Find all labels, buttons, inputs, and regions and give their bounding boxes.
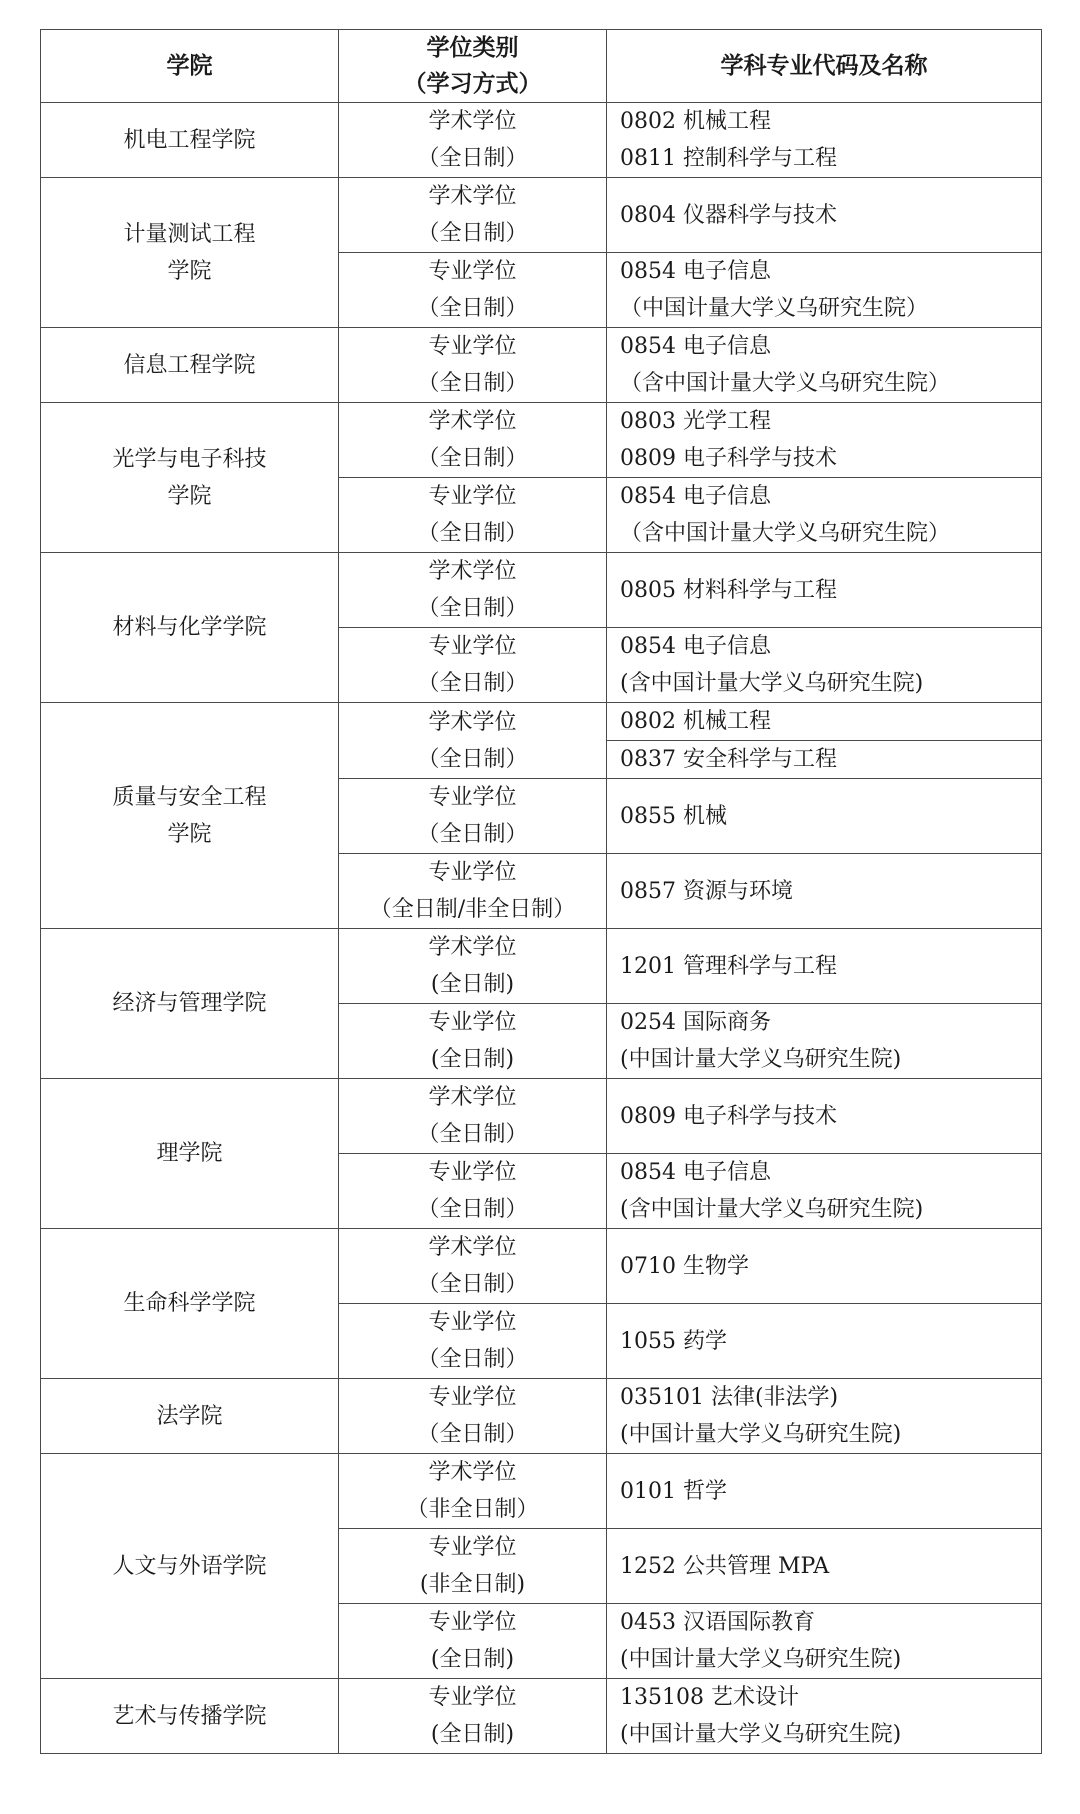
degree-type-cell <box>339 328 607 403</box>
program-line: 0855 机械 <box>620 803 727 829</box>
degree-type-label: 专业学位 <box>428 484 517 509</box>
study-mode-label: （全日制） <box>417 296 528 321</box>
study-mode-label: （全日制） <box>417 1197 528 1222</box>
program-line: 0453 汉语国际教育 <box>620 1610 815 1635</box>
study-mode-label: (全日制) <box>430 972 515 997</box>
table-row <box>41 1679 1042 1717</box>
study-mode-label: （全日制） <box>417 1347 528 1372</box>
degree-type-cell <box>339 1004 607 1079</box>
program-line: 035101 法律(非法学) <box>620 1385 839 1410</box>
degree-type-label: 专业学位 <box>428 259 517 284</box>
degree-type-label: 专业学位 <box>428 785 517 810</box>
program-cell <box>607 1154 1042 1229</box>
degree-type-label: 学术学位 <box>428 109 517 134</box>
college-cell <box>41 1079 339 1229</box>
program-line: 0857 资源与环境 <box>620 878 793 904</box>
degree-type-label: 学术学位 <box>428 1460 517 1485</box>
program-cell <box>607 553 1042 628</box>
college-cell <box>41 1679 339 1754</box>
study-mode-label: （全日制） <box>417 1422 528 1447</box>
college-name-line: 艺术与传播学院 <box>112 1703 267 1729</box>
college-cell <box>41 703 339 929</box>
table-row <box>41 403 1042 441</box>
program-line: 0809 电子科学与技术 <box>620 446 837 471</box>
degree-type-label: 专业学位 <box>428 1310 517 1335</box>
degree-type-cell <box>339 929 607 1004</box>
program-cell <box>607 403 1042 478</box>
college-name-line: 信息工程学院 <box>123 352 256 378</box>
table-row <box>41 1454 1042 1492</box>
college-cell <box>41 1229 339 1379</box>
program-line: 1252 公共管理 MPA <box>620 1553 830 1579</box>
table-row <box>41 1229 1042 1267</box>
college-cell <box>41 1454 339 1679</box>
program-line: (含中国计量大学义乌研究生院) <box>620 671 924 696</box>
program-cell <box>607 328 1042 403</box>
study-mode-label: （全日制） <box>417 446 528 471</box>
study-mode-label: (全日制) <box>430 1722 515 1747</box>
program-cell <box>607 1454 1042 1529</box>
study-mode-label: （全日制） <box>417 1122 528 1147</box>
program-line: 0802 机械工程 <box>620 109 771 134</box>
degree-type-cell <box>339 1304 607 1379</box>
program-line: 1055 药学 <box>620 1328 727 1354</box>
program-line: 0854 电子信息 <box>620 1160 771 1185</box>
degree-type-cell <box>339 1079 607 1154</box>
program-line: (中国计量大学义乌研究生院) <box>620 1722 902 1747</box>
program-line: 135108 艺术设计 <box>620 1685 799 1710</box>
degree-type-cell <box>339 628 607 703</box>
program-cell <box>607 253 1042 328</box>
program-line: 0854 电子信息 <box>620 484 771 509</box>
program-line: 0811 控制科学与工程 <box>620 146 837 171</box>
study-mode-label: (非全日制) <box>419 1572 526 1597</box>
program-line: 1201 管理科学与工程 <box>620 953 837 979</box>
program-line: (中国计量大学义乌研究生院) <box>620 1422 902 1447</box>
header-degree-type <box>339 30 607 103</box>
degree-type-label: 学术学位 <box>428 1235 517 1260</box>
college-name-line: 生命科学学院 <box>123 1291 256 1316</box>
study-mode-label: （全日制） <box>417 1272 528 1297</box>
study-mode-label: （全日制） <box>417 146 528 171</box>
table-row <box>41 328 1042 366</box>
degree-type-label: 专业学位 <box>428 1685 517 1710</box>
program-line: 0802 机械工程 <box>620 709 771 734</box>
study-mode-label: （全日制/非全日制） <box>369 897 576 922</box>
program-line: 0804 仪器科学与技术 <box>620 202 837 228</box>
program-line: 0837 安全科学与工程 <box>620 747 837 772</box>
program-cell <box>607 929 1042 1004</box>
header-degree-type-line2: （学习方式） <box>403 70 542 97</box>
degree-type-label: 学术学位 <box>428 184 517 209</box>
program-line: 0101 哲学 <box>620 1478 727 1504</box>
degree-type-cell <box>339 478 607 553</box>
college-cell <box>41 178 339 328</box>
degree-type-label: 专业学位 <box>428 1385 517 1410</box>
degree-type-label: 学术学位 <box>428 409 517 434</box>
program-cell <box>607 1079 1042 1154</box>
degree-type-label: 专业学位 <box>428 334 517 359</box>
program-cell <box>607 1379 1042 1454</box>
college-name-line: 经济与管理学院 <box>112 991 267 1016</box>
table-body <box>41 103 1042 1754</box>
program-line: （中国计量大学义乌研究生院） <box>620 296 929 321</box>
degree-type-label: 专业学位 <box>428 1160 517 1185</box>
college-name-line: 机电工程学院 <box>123 127 256 153</box>
degree-type-cell <box>339 1529 607 1604</box>
study-mode-label: （全日制） <box>417 596 528 621</box>
program-cell <box>607 628 1042 703</box>
degree-type-cell <box>339 178 607 253</box>
program-line: 0805 材料科学与工程 <box>620 577 837 603</box>
degree-type-cell <box>339 1604 607 1679</box>
college-name-line: 光学与电子科技 <box>112 446 267 472</box>
program-cell <box>607 1304 1042 1379</box>
table-row <box>41 1079 1042 1117</box>
degree-type-cell <box>339 1379 607 1454</box>
program-line: 0710 生物学 <box>620 1253 749 1279</box>
college-cell <box>41 1379 339 1454</box>
degree-type-cell <box>339 103 607 178</box>
header-college: 学院 <box>41 30 339 103</box>
degree-type-cell <box>339 1154 607 1229</box>
college-name-line: 人文与外语学院 <box>112 1553 267 1579</box>
degree-type-label: 专业学位 <box>428 1535 517 1560</box>
header-degree-type-line1: 学位类别 <box>426 34 519 61</box>
degree-type-label: 专业学位 <box>428 860 517 885</box>
program-cell <box>607 178 1042 253</box>
degree-type-cell <box>339 1454 607 1529</box>
program-cell <box>607 1229 1042 1304</box>
program-line: 0803 光学工程 <box>620 409 771 434</box>
degree-type-cell <box>339 553 607 628</box>
program-cell <box>607 1679 1042 1754</box>
program-line: （含中国计量大学义乌研究生院） <box>620 521 951 546</box>
degree-type-cell <box>339 1679 607 1754</box>
program-cell <box>607 103 1042 178</box>
degree-type-label: 专业学位 <box>428 634 517 659</box>
college-name-line: 法学院 <box>156 1403 223 1429</box>
table-row <box>41 1379 1042 1417</box>
program-cell <box>607 741 1042 779</box>
degree-type-label: 学术学位 <box>428 709 517 735</box>
program-cell <box>607 1004 1042 1079</box>
table-row <box>41 178 1042 216</box>
degree-type-label: 专业学位 <box>428 1610 517 1635</box>
program-line: (中国计量大学义乌研究生院) <box>620 1047 902 1072</box>
degree-type-cell <box>339 403 607 478</box>
study-mode-label: （全日制） <box>417 521 528 546</box>
college-name-line: 学院 <box>167 821 212 847</box>
table-row <box>41 703 1042 741</box>
college-cell <box>41 328 339 403</box>
program-line: 0809 电子科学与技术 <box>620 1103 837 1129</box>
study-mode-label: （全日制） <box>417 221 528 246</box>
degree-type-cell <box>339 854 607 929</box>
program-table <box>40 29 1042 1754</box>
program-cell <box>607 779 1042 854</box>
degree-type-cell <box>339 1229 607 1304</box>
study-mode-label: （全日制） <box>417 671 528 696</box>
program-cell <box>607 478 1042 553</box>
header-program: 学科专业代码及名称 <box>607 30 1042 103</box>
study-mode-label: (全日制) <box>430 1047 515 1072</box>
degree-type-label: 学术学位 <box>428 935 517 960</box>
program-cell <box>607 703 1042 741</box>
table-row <box>41 929 1042 967</box>
college-cell <box>41 103 339 178</box>
program-cell <box>607 1529 1042 1604</box>
college-cell <box>41 403 339 553</box>
study-mode-label: (全日制) <box>430 1647 515 1672</box>
degree-type-label: 专业学位 <box>428 1010 517 1035</box>
program-line: (中国计量大学义乌研究生院) <box>620 1647 902 1672</box>
study-mode-label: （全日制） <box>417 746 528 772</box>
program-line: 0854 电子信息 <box>620 334 771 359</box>
program-line: (含中国计量大学义乌研究生院) <box>620 1197 924 1222</box>
study-mode-label: （非全日制） <box>406 1497 539 1522</box>
college-name-line: 学院 <box>167 258 212 284</box>
program-cell <box>607 854 1042 929</box>
degree-type-cell <box>339 253 607 328</box>
program-line: 0854 电子信息 <box>620 634 771 659</box>
degree-type-label: 学术学位 <box>428 1085 517 1110</box>
program-cell <box>607 1604 1042 1679</box>
program-line: （含中国计量大学义乌研究生院） <box>620 371 951 396</box>
program-line: 0854 电子信息 <box>620 259 771 284</box>
college-name-line: 计量测试工程 <box>123 221 256 247</box>
header-row <box>41 30 1042 103</box>
college-name-line: 学院 <box>167 483 212 509</box>
college-name-line: 材料与化学学院 <box>112 615 267 640</box>
degree-type-label: 学术学位 <box>428 559 517 584</box>
table-row <box>41 103 1042 141</box>
study-mode-label: （全日制） <box>417 371 528 396</box>
degree-type-cell <box>339 779 607 854</box>
study-mode-label: （全日制） <box>417 822 528 847</box>
table-row <box>41 553 1042 591</box>
college-name-line: 质量与安全工程 <box>112 784 267 810</box>
college-name-line: 理学院 <box>156 1141 223 1166</box>
degree-type-cell <box>339 703 607 779</box>
college-cell <box>41 929 339 1079</box>
college-cell <box>41 553 339 703</box>
program-line: 0254 国际商务 <box>620 1010 771 1035</box>
